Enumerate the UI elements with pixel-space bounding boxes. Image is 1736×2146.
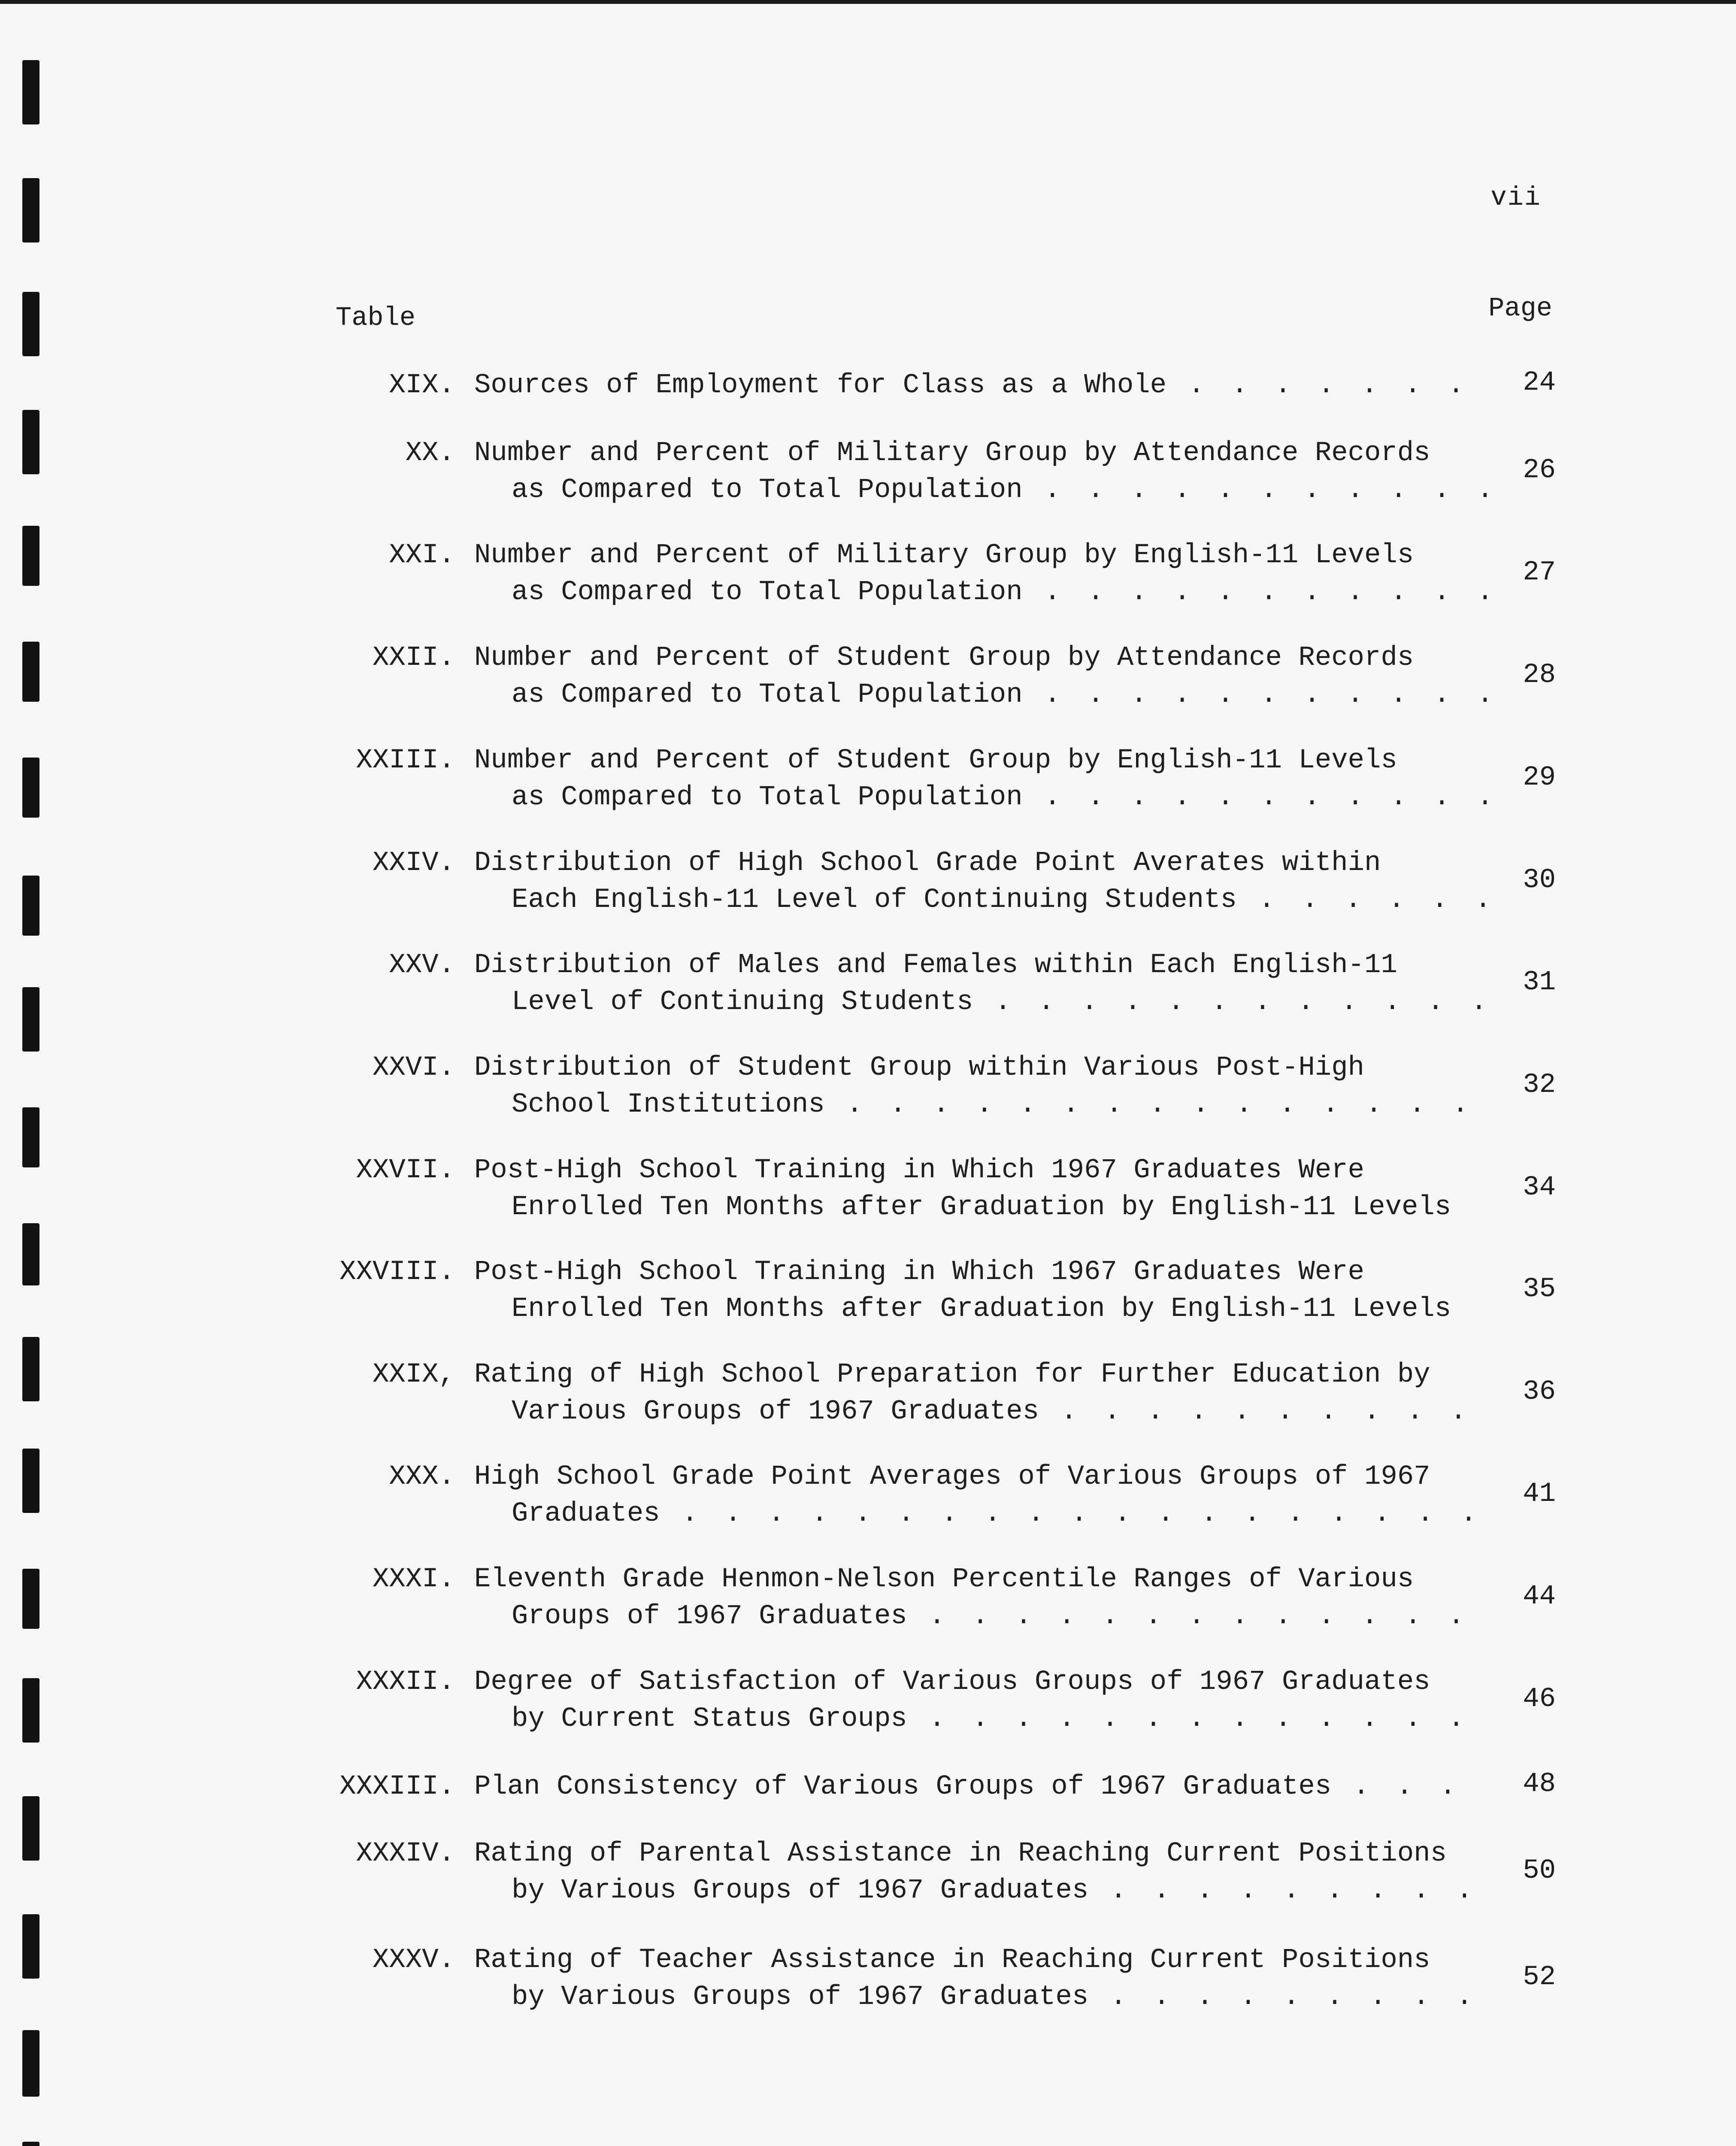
list-item (0, 845, 1736, 931)
table-number: XXI. (389, 540, 455, 571)
list-item (0, 947, 1736, 1033)
page-ref: 27 (1523, 557, 1556, 588)
column-header-table: Table (336, 303, 416, 333)
page-ref: 29 (1523, 762, 1556, 793)
page-ref: 44 (1523, 1581, 1556, 1612)
page-ref: 31 (1523, 967, 1556, 998)
list-item (0, 1942, 1736, 2028)
table-title-continuation: as Compared to Total Population . . . (512, 676, 1487, 713)
table-title-continuation: as Compared to Total Population . . . (512, 574, 1487, 611)
table-number: XXV. (389, 950, 455, 981)
table-number: XXII. (372, 643, 455, 673)
page-ref: 32 (1523, 1070, 1556, 1100)
table-number: XXXII. (356, 1667, 455, 1697)
table-title-line: Eleventh Grade Henmon-Nelson Percentile Ranges of Various (474, 1564, 1414, 1595)
binder-mark (22, 292, 39, 356)
list-item (0, 640, 1736, 725)
list-item (0, 742, 1736, 828)
page-ref: 50 (1523, 1855, 1556, 1886)
table-title-continuation: Each English-11 Level of Continuing Students . . . (512, 882, 1487, 918)
table-number: XXIV. (372, 848, 455, 879)
table-title-line: Rating of Teacher Assistance in Reaching Current Positions (474, 1945, 1430, 1976)
table-title-continuation: as Compared to Total Population . . . (512, 779, 1487, 816)
binder-mark (22, 60, 39, 124)
table-title-line: Number and Percent of Military Group by Attendance Records (474, 438, 1430, 469)
scan-top-edge (0, 0, 1736, 4)
list-item (0, 1152, 1736, 1238)
list-item (0, 1356, 1736, 1442)
column-header-page: Page (1488, 293, 1552, 324)
table-title-continuation: Enrolled Ten Months after Graduation by English-11 Levels (512, 1294, 1451, 1325)
page-ref: 34 (1523, 1172, 1556, 1203)
table-title-line: High School Grade Point Averages of Various Groups of 1967 (474, 1461, 1430, 1492)
table-title-line: Number and Percent of Student Group by English-11 Levels (474, 745, 1397, 776)
table-number: XXXIV. (356, 1838, 455, 1869)
binder-mark (22, 2142, 39, 2146)
table-title-line: Number and Percent of Student Group by Attendance Records (474, 643, 1414, 673)
table-number: XXXIII. (339, 1771, 455, 1802)
list-item (0, 1458, 1736, 1544)
table-title-continuation: Groups of 1967 Graduates . . . (512, 1598, 1487, 1635)
page-ref: 26 (1523, 455, 1556, 486)
table-number: XXX. (389, 1461, 455, 1492)
table-number: XXVII. (356, 1155, 455, 1186)
page-ref: 41 (1523, 1479, 1556, 1509)
table-title-line: Distribution of High School Grade Point Averates within (474, 848, 1381, 879)
table-number: XXXV. (372, 1945, 455, 1976)
table-title-line: Number and Percent of Military Group by English-11 Levels (474, 540, 1414, 571)
list-item (0, 537, 1736, 623)
page-ref: 36 (1523, 1376, 1556, 1407)
table-title-continuation: by Current Status Groups . . . (512, 1700, 1487, 1737)
list-item (0, 1835, 1736, 1921)
table-title-continuation: by Various Groups of 1967 Graduates . . . (512, 1979, 1487, 2016)
table-title-continuation: Level of Continuing Students . . . (512, 984, 1487, 1021)
page-number: vii (1491, 182, 1541, 213)
list-item (0, 435, 1736, 521)
table-number: XXXI. (372, 1564, 455, 1595)
binder-mark (22, 2030, 39, 2097)
table-title-continuation: by Various Groups of 1967 Graduates . . . (512, 1872, 1487, 1909)
page-ref: 24 (1523, 367, 1556, 398)
page-ref: 48 (1523, 1769, 1556, 1800)
table-title-continuation: as Compared to Total Population . . . (512, 472, 1487, 509)
table-number: XXVI. (372, 1052, 455, 1083)
table-number: XXIII. (356, 745, 455, 776)
list-item (0, 1049, 1736, 1135)
list-item (0, 1561, 1736, 1647)
table-title-line: Sources of Employment for Class as a Whole . . . (474, 367, 1487, 404)
table-title-line: Post-High School Training in Which 1967 Graduates Were (474, 1257, 1364, 1288)
binder-mark (22, 178, 39, 242)
table-title-line: Post-High School Training in Which 1967 Graduates Were (474, 1155, 1364, 1186)
table-number: XX. (405, 438, 455, 469)
table-title-line: Distribution of Student Group within Various Post-High (474, 1052, 1364, 1083)
table-title-continuation: Enrolled Ten Months after Graduation by English-11 Levels (512, 1192, 1451, 1223)
page-ref: 30 (1523, 865, 1556, 896)
table-title-continuation: Various Groups of 1967 Graduates . . . (512, 1393, 1487, 1430)
page-ref: 46 (1523, 1684, 1556, 1715)
table-title-continuation: School Institutions . . . (512, 1086, 1487, 1123)
list-item (0, 1254, 1736, 1340)
page-ref: 28 (1523, 660, 1556, 691)
table-title-continuation: Graduates . . . (512, 1495, 1487, 1532)
page-ref: 52 (1523, 1962, 1556, 1993)
table-title-line: Plan Consistency of Various Groups of 1967 Graduates . . . (474, 1768, 1487, 1805)
table-title-line: Degree of Satisfaction of Various Groups of 1967 Graduates (474, 1667, 1430, 1697)
table-title-line: Rating of High School Preparation for Further Education by (474, 1359, 1430, 1390)
table-number: XXVIII. (339, 1257, 455, 1288)
list-item (0, 1664, 1736, 1749)
table-title-line: Rating of Parental Assistance in Reaching Current Positions (474, 1838, 1447, 1869)
page-ref: 35 (1523, 1274, 1556, 1305)
table-number: XXIX, (372, 1359, 455, 1390)
table-title-line: Distribution of Males and Females within Each English-11 (474, 950, 1397, 981)
table-number: XIX. (389, 370, 455, 401)
